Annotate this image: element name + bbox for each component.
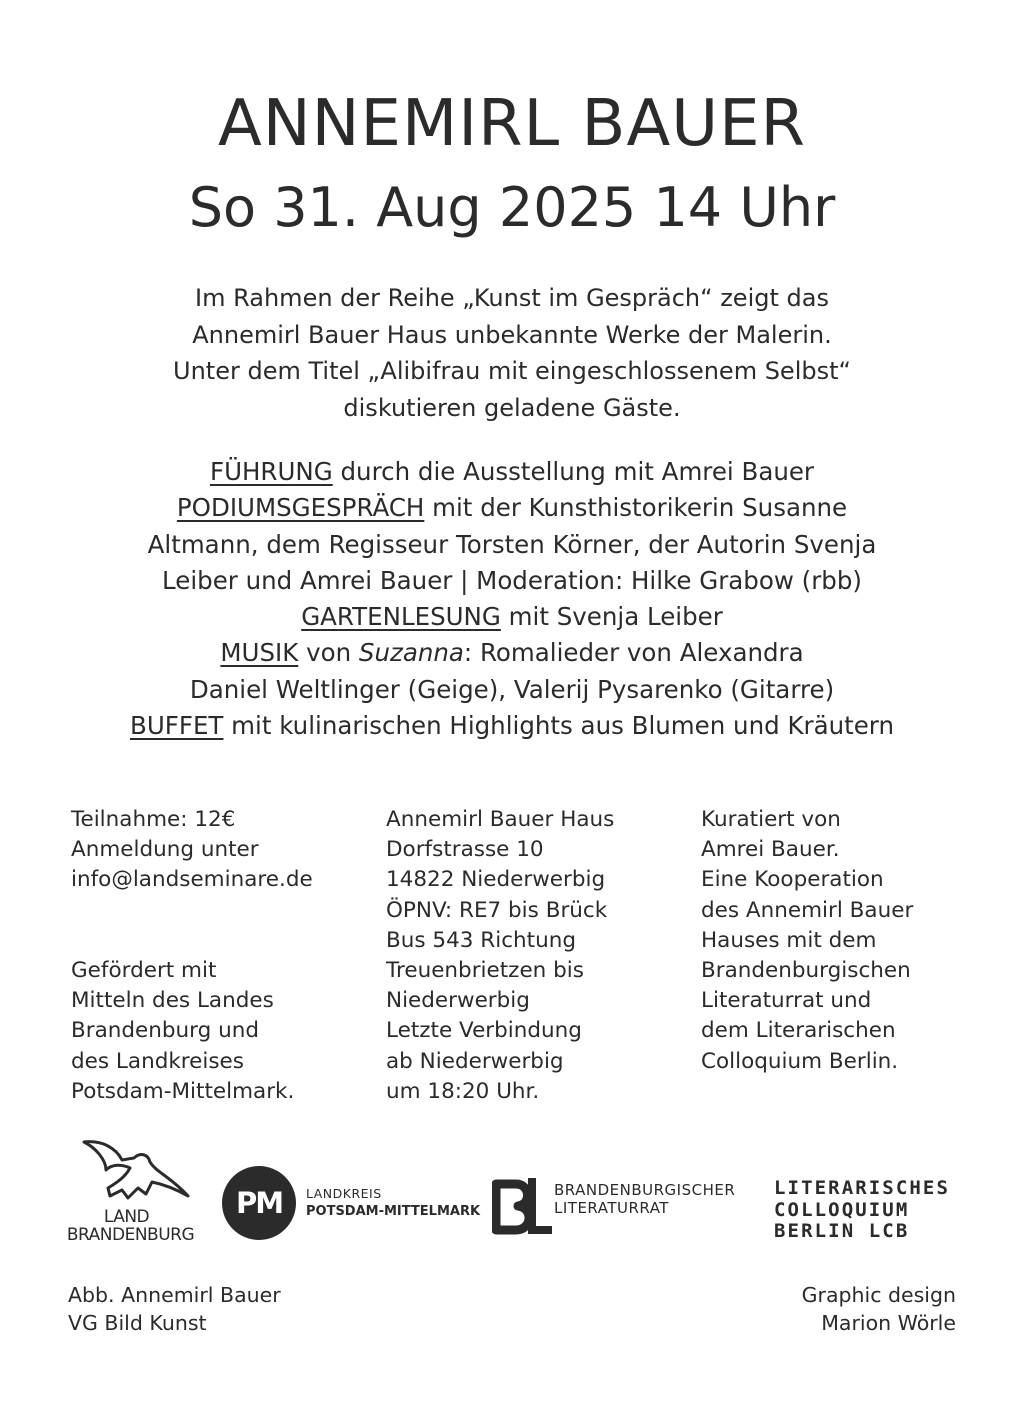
design-credit (802, 1281, 956, 1337)
logo-text: LAND (103, 1207, 150, 1227)
info-line: Letzte Verbindung (386, 1018, 582, 1044)
info-line: ÖPNV: RE7 bis Brück (386, 897, 608, 923)
credit-line: Abb. Annemirl Bauer (68, 1283, 281, 1307)
info-line: Literaturrat und (701, 988, 872, 1014)
program-musik (20, 635, 1004, 671)
keyword-garten: GARTENLESUNG (301, 602, 501, 632)
program-text: mit Svenja Leiber (500, 602, 723, 632)
program-list (20, 454, 1004, 744)
logo-text: POTSDAM-MITTELMARK (306, 1204, 481, 1219)
program-garten (20, 599, 1004, 635)
info-line: Hauses mit dem (701, 927, 877, 953)
credit-line: Graphic design (801, 1283, 956, 1307)
info-line: 14822 Niederwerbig (386, 867, 606, 893)
logo-text: BERLIN LCB (774, 1220, 910, 1242)
program-buffet (20, 708, 1004, 744)
logo-text: LITERARISCHES (774, 1177, 951, 1199)
program-podium-line: Altmann, dem Regisseur Torsten Körner, der Autorin Svenja (147, 529, 877, 559)
info-line: des Landkreises (71, 1048, 244, 1074)
keyword-podium: PODIUMSGESPRÄCH (176, 493, 425, 523)
info-line: Treuenbrietzen bis (386, 958, 584, 984)
lcb-logo (774, 1178, 974, 1243)
credit-line: Marion Wörle (821, 1311, 956, 1335)
pm-mark: PM (222, 1166, 296, 1240)
page-title: ANNEMIRL BAUER (218, 87, 806, 161)
intro-line: Annemirl Bauer Haus unbekannte Werke der Malerin. (192, 320, 832, 349)
info-line: des Annemirl Bauer (701, 897, 914, 923)
info-line: Gefördert mit (71, 958, 217, 983)
info-line: Kuratiert von (701, 807, 841, 832)
program-text: : Romalieder von Alexandra (463, 638, 804, 668)
logo-text: COLLOQUIUM (774, 1198, 910, 1221)
info-line: dem Literarischen (701, 1018, 896, 1044)
eagle-icon (82, 1138, 192, 1210)
credit-line: VG Bild Kunst (68, 1311, 207, 1335)
intro-line: Im Rahmen der Reihe „Kunst im Gespräch“ zeigt das (195, 284, 829, 312)
info-line: ab Niederwerbig (386, 1048, 564, 1074)
info-line: Eine Kooperation (701, 867, 884, 893)
logo-text: BRANDENBURGISCHER (554, 1181, 736, 1199)
registration-info (71, 805, 313, 896)
musik-name: Suzanna (358, 638, 464, 668)
literaturrat-logo (492, 1176, 762, 1240)
logo-text: LANDKREIS (306, 1186, 382, 1201)
keyword-buffet: BUFFET (130, 711, 224, 741)
landkreis-pm-logo (222, 1166, 482, 1242)
info-line: Brandenburgischen (701, 958, 911, 984)
info-line: Annemirl Bauer Haus (386, 807, 615, 832)
info-line: Anmeldung unter (71, 837, 259, 863)
venue-info (386, 805, 614, 1107)
logo-text: BRANDENBURG (66, 1225, 195, 1245)
info-line: Potsdam-Mittelmark. (71, 1078, 295, 1104)
info-line: Amrei Bauer. (701, 837, 840, 863)
info-line: Colloquium Berlin. (701, 1048, 899, 1074)
info-line: Bus 543 Richtung (386, 927, 576, 953)
land-brandenburg-logo (64, 1138, 209, 1248)
program-fuehrung (20, 454, 1004, 490)
bl-monogram-icon (492, 1176, 552, 1236)
curator-info (701, 805, 913, 1077)
image-credit (68, 1281, 281, 1337)
program-podium-line: Leiber und Amrei Bauer | Moderation: Hilke Grabow (rbb) (162, 565, 862, 595)
funding-info (71, 956, 294, 1107)
keyword-fuehrung: FÜHRUNG (209, 457, 333, 486)
info-line: Brandenburg und (71, 1018, 260, 1044)
program-text: von (298, 638, 359, 668)
program-text: mit der Kunsthistorikerin Susanne (424, 493, 848, 523)
info-line: Mitteln des Landes (71, 988, 274, 1014)
info-line: Dorfstrasse 10 (386, 837, 544, 863)
program-podium (20, 490, 1004, 526)
program-musik-line: Daniel Weltlinger (Geige), Valerij Pysarenko (Gitarre) (189, 674, 835, 704)
email-text: info@landseminare.de (71, 867, 313, 893)
info-line: Niederwerbig (386, 988, 530, 1014)
intro-text (40, 280, 984, 426)
info-line: um 18:20 Uhr. (386, 1078, 540, 1104)
intro-line: diskutieren geladene Gäste. (343, 393, 681, 422)
logo-text: LITERATURRAT (554, 1199, 669, 1217)
intro-line: Unter dem Titel „Alibifrau mit eingeschlossenem Selbst“ (173, 357, 851, 385)
event-date: So 31. Aug 2025 14 Uhr (188, 176, 836, 239)
program-text: mit kulinarischen Highlights aus Blumen und Kräutern (223, 711, 894, 741)
info-line: Teilnahme: 12€ (71, 807, 236, 832)
program-text: durch die Ausstellung mit Amrei Bauer (332, 457, 815, 486)
keyword-musik: MUSIK (220, 638, 299, 668)
